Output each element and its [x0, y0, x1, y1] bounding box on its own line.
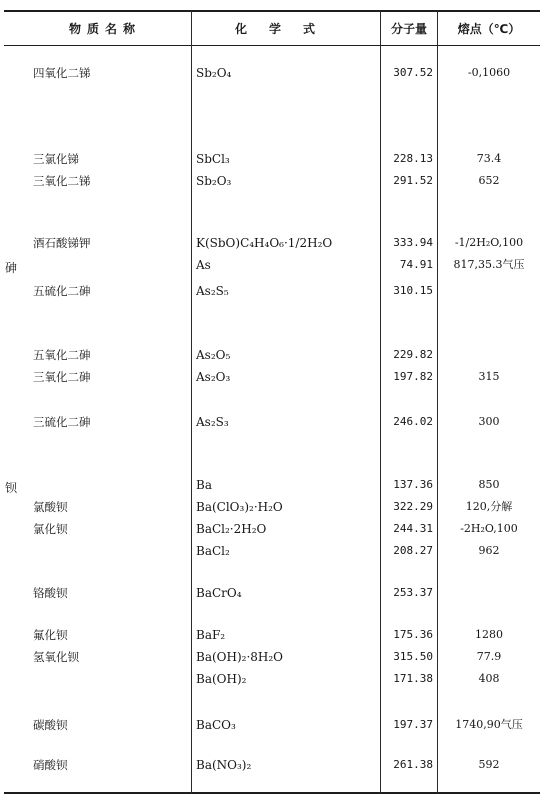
formula-cell: Ba — [196, 478, 212, 492]
table-row — [0, 520, 545, 538]
table-row — [0, 626, 545, 644]
substance-name-cell: 三硫化二砷 — [33, 415, 91, 429]
formula-cell: Sb₂O₃ — [196, 174, 232, 188]
header-melting-point: 熔点（℃） — [457, 22, 521, 36]
molecular-weight-cell: 197.37 — [393, 718, 433, 731]
header-rule — [4, 45, 540, 46]
formula-cell: BaF₂ — [196, 628, 226, 642]
melting-point-cell: 652 — [478, 174, 500, 187]
table-row — [0, 716, 545, 734]
substance-name-cell: 五氧化二砷 — [33, 348, 91, 362]
molecular-weight-cell: 244.31 — [393, 522, 433, 535]
substance-name-cell: 氟化钡 — [33, 628, 68, 642]
header-chemical-formula: 化学式 — [234, 22, 337, 36]
melting-point-cell: 77.9 — [476, 650, 502, 663]
substance-name-cell: 氯化钡 — [33, 522, 68, 536]
substance-name-cell: 三氧化二锑 — [33, 174, 91, 188]
molecular-weight-cell: 322.29 — [393, 500, 433, 513]
formula-cell: BaCl₂·2H₂O — [196, 522, 267, 536]
group-label-barium: 钡 — [5, 481, 18, 495]
formula-cell: As₂O₅ — [196, 348, 231, 362]
molecular-weight-cell: 315.50 — [393, 650, 433, 663]
melting-point-cell — [438, 584, 540, 602]
table-row — [0, 413, 545, 431]
table-row — [0, 368, 545, 386]
melting-point-cell: -0,1060 — [467, 66, 511, 79]
header-substance-name: 物质名称 — [68, 22, 141, 36]
formula-cell: Ba(ClO₃)₂·H₂O — [196, 500, 283, 514]
molecular-weight-cell: 253.37 — [393, 586, 433, 599]
table-row — [0, 476, 545, 494]
formula-cell: As₂O₃ — [196, 370, 231, 384]
molecular-weight-cell: 307.52 — [393, 66, 433, 79]
table-row — [0, 150, 545, 168]
molecular-weight-cell: 171.38 — [393, 672, 433, 685]
melting-point-cell: -2H₂O,100 — [460, 522, 518, 535]
table-row — [0, 256, 545, 274]
substance-name-cell: 氢氧化钡 — [33, 650, 79, 664]
table-row — [0, 498, 545, 516]
melting-point-cell: 120,分解 — [465, 500, 513, 513]
table-row — [0, 648, 545, 666]
melting-point-cell: 300 — [478, 415, 500, 428]
melting-point-cell: 817,35.3气压 — [453, 258, 525, 271]
formula-cell: BaCl₂ — [196, 544, 230, 558]
formula-cell: K(SbO)C₄H₄O₆·1/2H₂O — [196, 236, 333, 250]
molecular-weight-cell: 229.82 — [393, 348, 433, 361]
substance-name-cell: 硝酸钡 — [33, 758, 68, 772]
melting-point-cell: 1740,90气压 — [455, 718, 523, 731]
table-row — [0, 584, 545, 602]
substance-name-cell: 五硫化二砷 — [33, 284, 91, 298]
melting-point-cell: 73.4 — [476, 152, 502, 165]
substance-name-cell: 铬酸钡 — [33, 586, 68, 600]
table-row — [0, 282, 545, 300]
melting-point-cell — [438, 346, 540, 364]
formula-cell: Ba(OH)₂ — [196, 672, 247, 686]
formula-cell: BaCO₃ — [196, 718, 236, 732]
molecular-weight-cell: 246.02 — [393, 415, 433, 428]
formula-cell: SbCl₃ — [196, 152, 230, 166]
melting-point-cell: 315 — [478, 370, 500, 383]
melting-point-cell — [438, 282, 540, 300]
formula-cell: Sb₂O₄ — [196, 66, 232, 80]
formula-cell: BaCrO₄ — [196, 586, 242, 600]
table-top-rule — [4, 10, 540, 12]
substance-name-cell: 三氯化锑 — [33, 152, 79, 166]
table-row — [0, 346, 545, 364]
formula-cell: As₂S₅ — [196, 284, 229, 298]
table-row — [0, 542, 545, 560]
molecular-weight-cell: 137.36 — [393, 478, 433, 491]
formula-cell: Ba(NO₃)₂ — [196, 758, 252, 772]
molecular-weight-cell: 228.13 — [393, 152, 433, 165]
molecular-weight-cell: 310.15 — [393, 284, 433, 297]
table-row — [0, 670, 545, 688]
melting-point-cell: 592 — [478, 758, 500, 771]
melting-point-cell: -1/2H₂O,100 — [454, 236, 524, 249]
substance-name-cell: 四氧化二锑 — [33, 66, 91, 80]
formula-cell: As₂S₃ — [196, 415, 229, 429]
melting-point-cell: 408 — [478, 672, 500, 685]
table-row — [0, 172, 545, 190]
header-molecular-weight: 分子量 — [390, 22, 427, 36]
substance-name-cell: 碳酸钡 — [33, 718, 68, 732]
table-bottom-rule — [4, 792, 540, 794]
substance-name-cell: 三氧化二砷 — [33, 370, 91, 384]
table-row — [0, 64, 545, 82]
table-row — [0, 234, 545, 252]
formula-cell: Ba(OH)₂·8H₂O — [196, 650, 284, 664]
table-row — [0, 756, 545, 774]
melting-point-cell: 1280 — [475, 628, 503, 641]
molecular-weight-cell: 208.27 — [393, 544, 433, 557]
molecular-weight-cell: 74.91 — [399, 258, 433, 271]
molecular-weight-cell: 197.82 — [393, 370, 433, 383]
molecular-weight-cell: 175.36 — [393, 628, 433, 641]
molecular-weight-cell: 261.38 — [393, 758, 433, 771]
molecular-weight-cell: 291.52 — [393, 174, 433, 187]
substance-name-cell: 氯酸钡 — [33, 500, 68, 514]
substance-name-cell: 酒石酸锑钾 — [33, 236, 91, 250]
group-label-arsenic: 砷 — [5, 261, 18, 275]
formula-cell: As — [196, 258, 211, 272]
melting-point-cell: 962 — [478, 544, 500, 557]
melting-point-cell: 850 — [478, 478, 500, 491]
molecular-weight-cell: 333.94 — [393, 236, 433, 249]
